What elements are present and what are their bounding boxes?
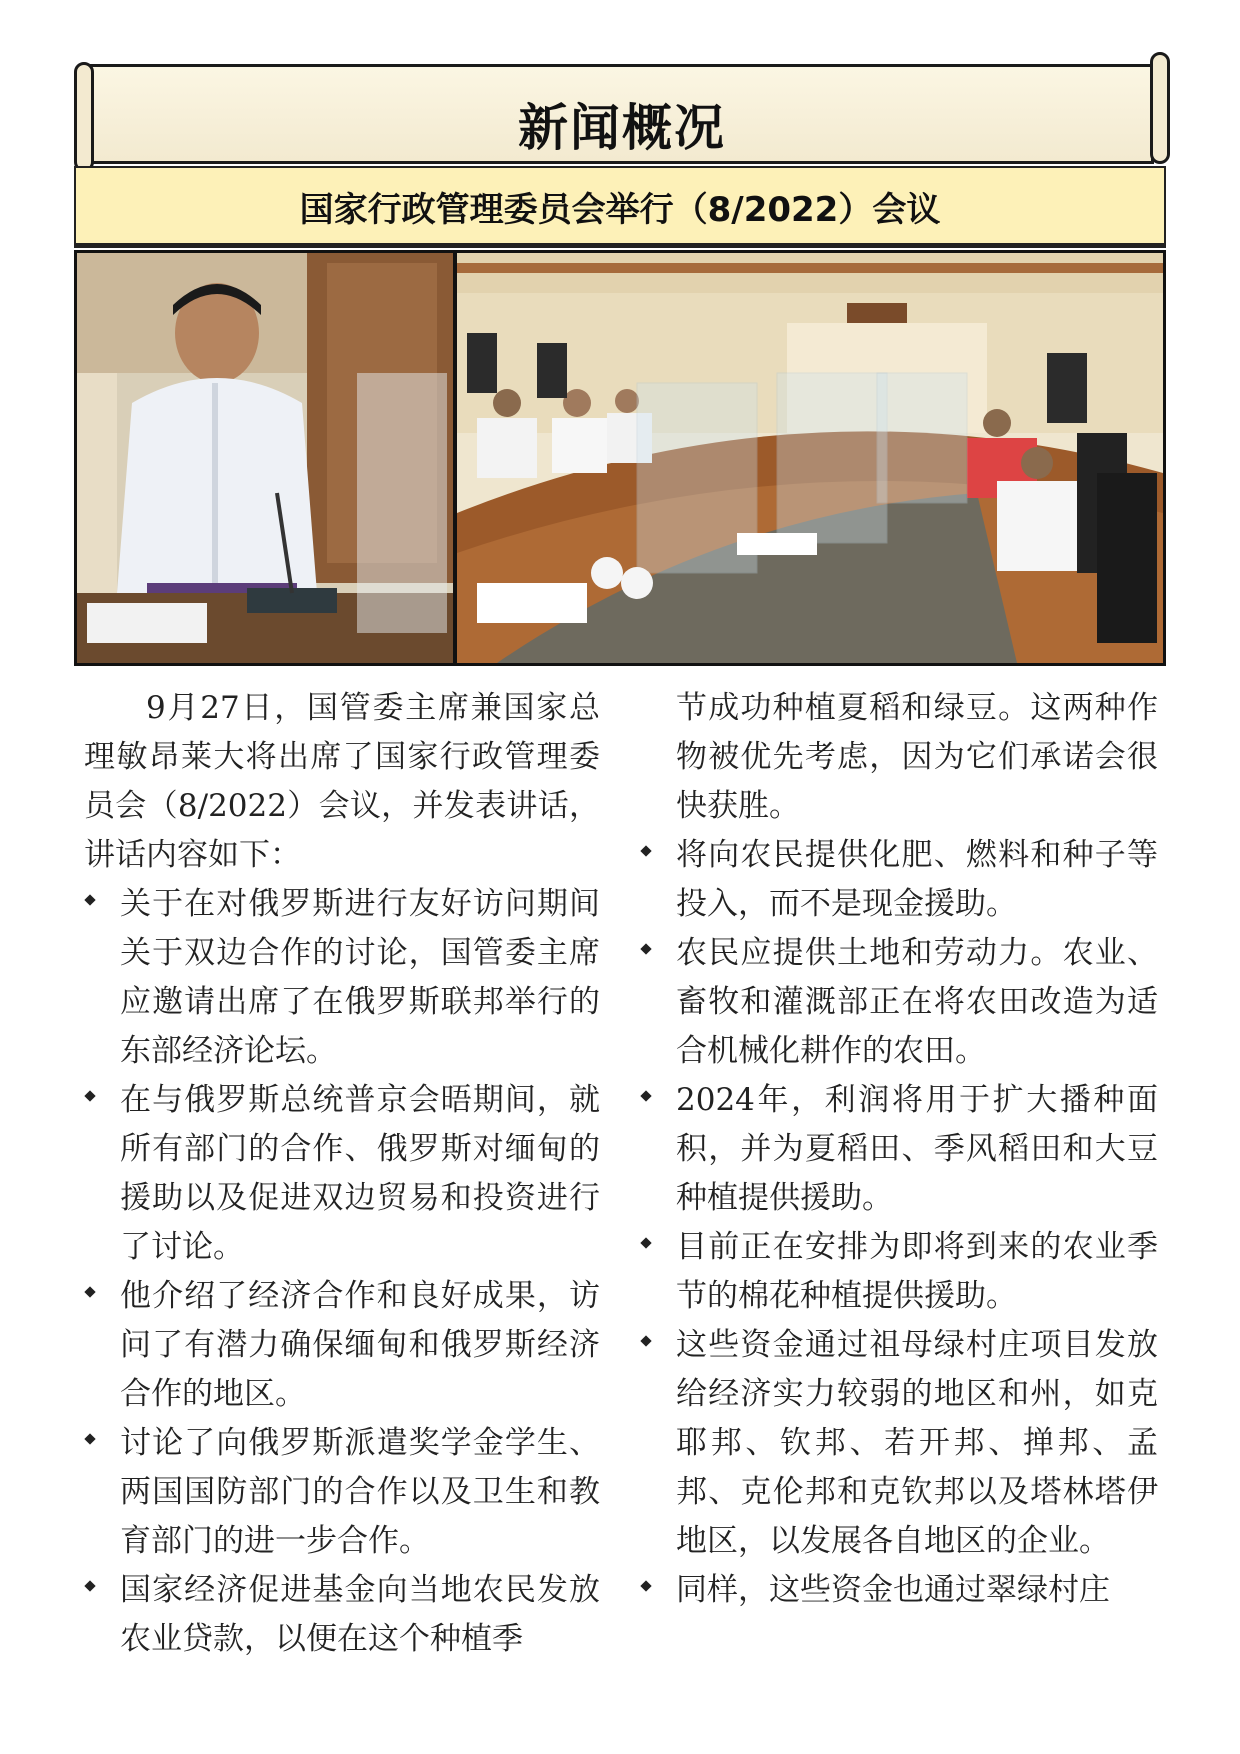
photo-frame bbox=[74, 250, 1166, 666]
photo-chairman-speaking bbox=[77, 253, 453, 663]
bullet-text: 关于在对俄罗斯进行友好访问期间关于双边合作的讨论，国管委主席应邀请出席了在俄罗斯联邦举行的东部经济论坛。 bbox=[120, 886, 600, 1069]
photo-chairman-illustration bbox=[77, 253, 453, 663]
right-bullet-list bbox=[640, 831, 1158, 1615]
bullet-item bbox=[84, 1076, 600, 1272]
bullet-item bbox=[640, 1223, 1158, 1321]
bullet-item bbox=[640, 1566, 1158, 1615]
bullet-text: 目前正在安排为即将到来的农业季节的棉花种植提供援助。 bbox=[676, 1229, 1158, 1314]
headline-band bbox=[74, 166, 1166, 248]
diamond-bullet-icon bbox=[84, 1286, 95, 1297]
bullet-item bbox=[84, 1419, 600, 1566]
bullet-text: 讨论了向俄罗斯派遣奖学金学生、两国国防部门的合作以及卫生和教育部门的进一步合作。 bbox=[120, 1425, 600, 1559]
bullet-item bbox=[84, 1272, 600, 1419]
diamond-bullet-icon bbox=[640, 1237, 651, 1248]
title-scroll-banner bbox=[74, 58, 1170, 166]
bullet-item bbox=[640, 1321, 1158, 1566]
bullet-text: 这些资金通过祖母绿村庄项目发放给经济实力较弱的地区和州，如克耶邦、钦邦、若开邦、掸邦、孟邦、克伦邦和克钦邦以及塔林塔伊地区，以发展各自地区的企业。 bbox=[676, 1327, 1158, 1559]
headline: 国家行政管理委员会举行（8/2022）会议 bbox=[299, 190, 941, 230]
diamond-bullet-icon bbox=[84, 1580, 95, 1591]
diamond-bullet-icon bbox=[640, 1580, 651, 1591]
bullet-item bbox=[640, 831, 1158, 929]
diamond-bullet-icon bbox=[640, 943, 651, 954]
bullet-text: 2024年，利润将用于扩大播种面积，并为夏稻田、季风稻田和大豆种植提供援助。 bbox=[676, 1082, 1158, 1216]
right-column bbox=[640, 684, 1158, 1615]
diamond-bullet-icon bbox=[84, 1433, 95, 1444]
diamond-bullet-icon bbox=[640, 845, 651, 856]
diamond-bullet-icon bbox=[640, 1335, 651, 1346]
bullet-item bbox=[84, 1566, 600, 1664]
diamond-bullet-icon bbox=[640, 1090, 651, 1101]
bullet-text: 他介绍了经济合作和良好成果，访问了有潜力确保缅甸和俄罗斯经济合作的地区。 bbox=[120, 1278, 600, 1412]
photo-meeting-illustration bbox=[457, 253, 1163, 663]
bullet-text: 同样，这些资金也通过翠绿村庄 bbox=[676, 1572, 1110, 1608]
left-column bbox=[84, 684, 600, 1664]
left-bullet-list bbox=[84, 880, 600, 1664]
intro-paragraph: 9月27日，国管委主席兼国家总理敏昂莱大将出席了国家行政管理委员会（8/2022）会议，并发表讲话，讲话内容如下： bbox=[84, 690, 600, 873]
bullet-item bbox=[640, 929, 1158, 1076]
bullet-item bbox=[640, 1076, 1158, 1223]
page-title: 新闻概况 bbox=[518, 98, 726, 157]
bullet-item bbox=[84, 880, 600, 1076]
diamond-bullet-icon bbox=[84, 894, 95, 905]
diamond-bullet-icon bbox=[84, 1090, 95, 1101]
bullet-text: 将向农民提供化肥、燃料和种子等投入，而不是现金援助。 bbox=[676, 837, 1158, 922]
continuation-paragraph: 节成功种植夏稻和绿豆。这两种作物被优先考虑，因为它们承诺会很快获胜。 bbox=[676, 690, 1158, 824]
bullet-text: 国家经济促进基金向当地农民发放农业贷款，以便在这个种植季 bbox=[120, 1572, 600, 1657]
bullet-text: 在与俄罗斯总统普京会晤期间，就所有部门的合作、俄罗斯对缅甸的援助以及促进双边贸易和投资进行了讨论。 bbox=[120, 1082, 600, 1265]
bullet-text: 农民应提供土地和劳动力。农业、畜牧和灌溉部正在将农田改造为适合机械化耕作的农田。 bbox=[676, 935, 1158, 1069]
photo-meeting-room bbox=[457, 253, 1163, 663]
